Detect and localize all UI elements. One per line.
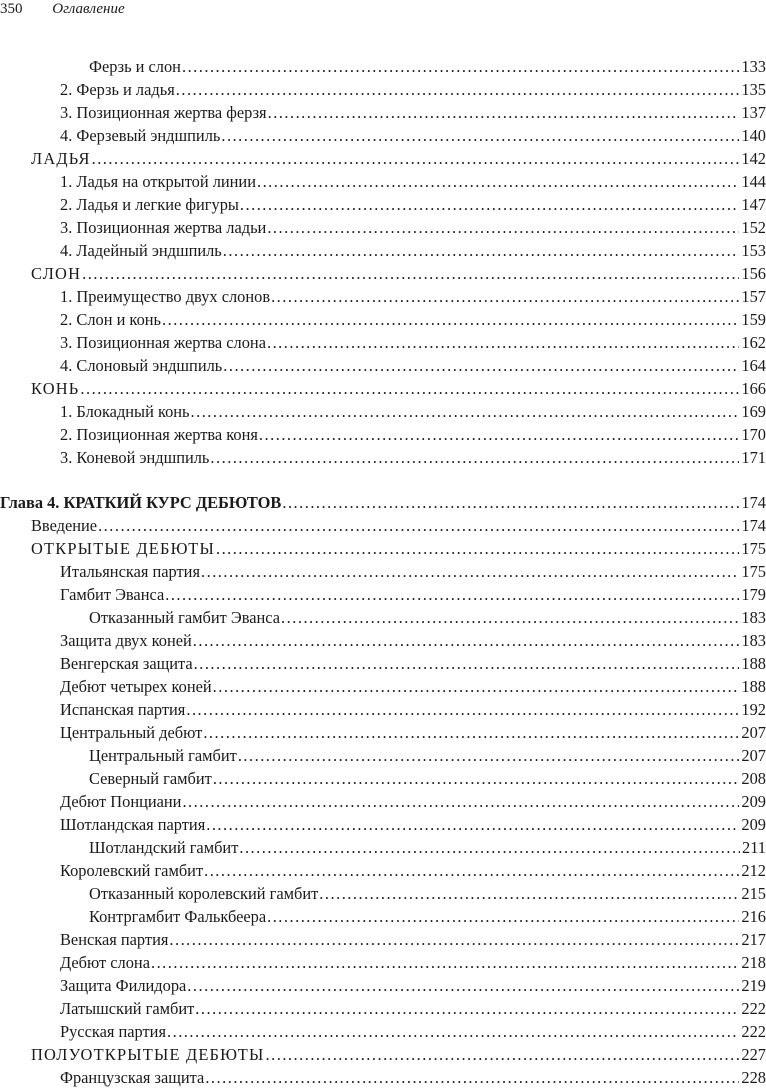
toc-entry-page: 171 — [741, 448, 766, 467]
toc-entry-title: Шотландская партия — [60, 815, 206, 834]
dot-leader — [82, 262, 739, 285]
toc-entry-page: 174 — [741, 516, 766, 535]
toc-entry-page: 208 — [741, 769, 766, 788]
dot-leader — [151, 951, 739, 974]
dot-leader — [259, 423, 739, 446]
toc-section-openings — [0, 514, 766, 1089]
toc-entry-title: Шотландский гамбит — [89, 838, 239, 857]
toc-entry-title: Контргамбит Фалькбеера — [89, 907, 267, 926]
toc-entry-page: 188 — [741, 677, 766, 696]
toc-section-entry[interactable] — [0, 262, 766, 285]
toc-entry[interactable] — [0, 560, 766, 583]
toc-entry-page: 215 — [741, 884, 766, 903]
dot-leader — [210, 446, 739, 469]
dot-leader — [169, 928, 739, 951]
toc-entry-page: 209 — [741, 815, 766, 834]
toc-entry-title: 2. Слон и конь — [60, 310, 162, 329]
toc-entry[interactable] — [0, 721, 766, 744]
toc-entry[interactable] — [0, 629, 766, 652]
toc-entry-page: 192 — [741, 700, 766, 719]
toc-entry-page: 175 — [741, 539, 766, 558]
dot-leader — [182, 790, 739, 813]
toc-entry[interactable] — [0, 285, 766, 308]
toc-entry-title: СЛОН — [31, 264, 82, 283]
toc-entry-title: Дебют четырех коней — [60, 677, 212, 696]
toc-section-entry[interactable] — [0, 147, 766, 170]
toc-entry-page: 217 — [741, 930, 766, 949]
toc-entry-page: 211 — [742, 838, 766, 857]
dot-leader — [162, 308, 739, 331]
dot-leader — [186, 698, 739, 721]
toc-entry-title: 1. Блокадный конь — [60, 402, 190, 421]
toc-entry-title: Центральный гамбит — [89, 746, 237, 765]
toc-entry-title: Защита двух коней — [60, 631, 192, 650]
toc-entry-page: 137 — [741, 103, 766, 122]
toc-entry[interactable] — [0, 951, 766, 974]
toc-entry-page: 209 — [741, 792, 766, 811]
toc-entry[interactable] — [0, 55, 766, 78]
toc-entry[interactable] — [0, 101, 766, 124]
toc-entry-page: 133 — [741, 57, 766, 76]
toc-chapter-entry[interactable] — [0, 491, 766, 514]
dot-leader — [319, 882, 739, 905]
toc-entry-title: ЛАДЬЯ — [31, 149, 91, 168]
toc-entry-title: Венгерская защита — [60, 654, 193, 673]
toc-entry[interactable] — [0, 767, 766, 790]
toc-entry[interactable] — [0, 170, 766, 193]
toc-entry[interactable] — [0, 331, 766, 354]
dot-leader — [213, 675, 740, 698]
toc-entry[interactable] — [0, 606, 766, 629]
toc-entry[interactable] — [0, 308, 766, 331]
dot-leader — [165, 583, 739, 606]
toc-entry-page: 135 — [741, 80, 766, 99]
toc-entry-page: 228 — [741, 1068, 766, 1087]
toc-entry-title: 1. Ладья на открытой линии — [60, 172, 256, 191]
toc-entry-page: 162 — [741, 333, 766, 352]
toc-section-entry[interactable] — [0, 537, 766, 560]
dot-leader — [194, 652, 740, 675]
toc-entry-title: 4. Ладейный эндшпиль — [60, 241, 222, 260]
toc-entry-title: ПОЛУОТКРЫТЫЕ ДЕБЮТЫ — [31, 1045, 265, 1064]
toc-entry-page: 153 — [741, 241, 766, 260]
toc-entry-title: 3. Коневой эндшпиль — [60, 448, 210, 467]
dot-leader — [239, 836, 740, 859]
toc-entry-title: 3. Позиционная жертва ладьи — [60, 218, 267, 237]
toc-entry[interactable] — [0, 124, 766, 147]
toc-entry-title: Итальянская партия — [60, 562, 200, 581]
toc-entry[interactable] — [0, 423, 766, 446]
toc-entry-title: Французская защита — [60, 1068, 205, 1087]
toc-entry[interactable] — [0, 813, 766, 836]
dot-leader — [238, 744, 740, 767]
toc-entry-page: 156 — [741, 264, 766, 283]
toc-entry-title: Защита Филидора — [60, 976, 187, 995]
toc-entry-page: 142 — [741, 149, 766, 168]
dot-leader — [267, 331, 739, 354]
section-gap — [0, 469, 766, 491]
dot-leader — [191, 400, 740, 423]
toc-entry[interactable] — [0, 583, 766, 606]
toc-entry[interactable] — [0, 836, 766, 859]
toc-entry-page: 219 — [741, 976, 766, 995]
toc-entry-title: Северный гамбит — [89, 769, 212, 788]
toc-entry-title: Гамбит Эванса — [60, 585, 165, 604]
toc-entry-title: Латышский гамбит — [60, 999, 195, 1018]
toc-entry-page: 188 — [741, 654, 766, 673]
toc-entry-page: 166 — [741, 379, 766, 398]
toc-entry-title: 2. Ферзь и ладья — [60, 80, 175, 99]
toc-entry-title: Центральный дебют — [60, 723, 203, 742]
toc-section-pieces — [0, 55, 766, 469]
dot-leader — [267, 216, 739, 239]
toc-entry-title: Испанская партия — [60, 700, 186, 719]
toc-entry[interactable] — [0, 400, 766, 423]
toc-entry-title: Ферзь и слон — [89, 57, 181, 76]
dot-leader — [267, 905, 739, 928]
toc-entry[interactable] — [0, 675, 766, 698]
table-of-contents — [0, 55, 766, 1089]
toc-entry-page: 147 — [741, 195, 766, 214]
dot-leader — [92, 147, 740, 170]
toc-entry-page: 222 — [741, 1022, 766, 1041]
toc-entry-title: Дебют слона — [60, 953, 150, 972]
running-title: Оглавление — [52, 1, 125, 17]
toc-entry-title: КОНЬ — [31, 379, 80, 398]
dot-leader — [204, 859, 739, 882]
toc-entry[interactable] — [0, 216, 766, 239]
toc-entry[interactable] — [0, 974, 766, 997]
toc-entry-page: 218 — [741, 953, 766, 972]
toc-entry-title: 2. Ладья и легкие фигуры — [60, 195, 239, 214]
dot-leader — [223, 239, 740, 262]
toc-entry-page: 174 — [741, 493, 766, 512]
toc-entry-page: 157 — [741, 287, 766, 306]
toc-entry-page: 227 — [741, 1045, 766, 1064]
toc-entry-page: 140 — [741, 126, 766, 145]
toc-entry-title: Введение — [31, 516, 98, 535]
toc-entry-page: 179 — [741, 585, 766, 604]
dot-leader — [282, 491, 739, 514]
dot-leader — [281, 606, 739, 629]
dot-leader — [203, 721, 739, 744]
dot-leader — [266, 1043, 740, 1066]
dot-leader — [271, 285, 739, 308]
toc-entry-title: 4. Ферзевый эндшпиль — [60, 126, 221, 145]
toc-entry[interactable] — [0, 354, 766, 377]
dot-leader — [176, 78, 740, 101]
dot-leader — [80, 377, 739, 400]
dot-leader — [213, 767, 740, 790]
toc-entry-page: 207 — [741, 746, 766, 765]
toc-entry-title: Отказанный королевский гамбит — [89, 884, 319, 903]
toc-entry-title: 3. Позиционная жертва слона — [60, 333, 266, 352]
toc-entry-page: 169 — [741, 402, 766, 421]
dot-leader — [98, 514, 739, 537]
toc-entry[interactable] — [0, 239, 766, 262]
toc-entry[interactable] — [0, 859, 766, 882]
toc-entry-page: 183 — [741, 608, 766, 627]
dot-leader — [223, 354, 739, 377]
toc-entry-page: 170 — [741, 425, 766, 444]
toc-entry-title: 1. Преимущество двух слонов — [60, 287, 271, 306]
toc-entry[interactable] — [0, 905, 766, 928]
toc-entry-page: 212 — [741, 861, 766, 880]
toc-section-entry[interactable] — [0, 1043, 766, 1066]
toc-entry-page: 207 — [741, 723, 766, 742]
page-number: 350 — [0, 1, 23, 17]
toc-entry-title: ОТКРЫТЫЕ ДЕБЮТЫ — [31, 539, 215, 558]
toc-entry-title: Русская партия — [60, 1022, 166, 1041]
toc-entry[interactable] — [0, 446, 766, 469]
toc-entry-title: Дебют Понциани — [60, 792, 182, 811]
toc-entry[interactable] — [0, 882, 766, 905]
dot-leader — [193, 629, 740, 652]
toc-entry-title: 3. Позиционная жертва ферзя — [60, 103, 267, 122]
toc-entry[interactable] — [0, 193, 766, 216]
toc-entry-title: Венская партия — [60, 930, 169, 949]
toc-entry-title: 2. Позиционная жертва коня — [60, 425, 258, 444]
toc-entry-title: 4. Слоновый эндшпиль — [60, 356, 223, 375]
dot-leader — [195, 997, 739, 1020]
toc-entry[interactable] — [0, 78, 766, 101]
toc-entry-page: 216 — [741, 907, 766, 926]
dot-leader — [167, 1020, 739, 1043]
dot-leader — [240, 193, 740, 216]
toc-entry[interactable] — [0, 928, 766, 951]
dot-leader — [187, 974, 739, 997]
dot-leader — [201, 560, 739, 583]
dot-leader — [221, 124, 739, 147]
dot-leader — [257, 170, 739, 193]
toc-entry-page: 144 — [741, 172, 766, 191]
toc-entry-title: Глава 4. КРАТКИЙ КУРС ДЕБЮТОВ — [0, 493, 282, 512]
toc-entry[interactable] — [0, 514, 766, 537]
toc-entry-page: 164 — [741, 356, 766, 375]
toc-entry-title: Королевский гамбит — [60, 861, 204, 880]
toc-entry-page: 175 — [741, 562, 766, 581]
toc-entry-page: 159 — [741, 310, 766, 329]
toc-entry-title: Отказанный гамбит Эванса — [89, 608, 281, 627]
toc-entry-page: 152 — [741, 218, 766, 237]
toc-entry-page: 183 — [741, 631, 766, 650]
toc-entry[interactable] — [0, 997, 766, 1020]
toc-entry[interactable] — [0, 1020, 766, 1043]
toc-entry[interactable] — [0, 652, 766, 675]
toc-section-entry[interactable] — [0, 377, 766, 400]
dot-leader — [216, 537, 739, 560]
dot-leader — [182, 55, 739, 78]
dot-leader — [206, 813, 739, 836]
toc-entry[interactable] — [0, 744, 766, 767]
page-header — [0, 0, 125, 20]
toc-entry[interactable] — [0, 790, 766, 813]
toc-entry[interactable] — [0, 698, 766, 721]
toc-entry-page: 222 — [741, 999, 766, 1018]
dot-leader — [268, 101, 740, 124]
